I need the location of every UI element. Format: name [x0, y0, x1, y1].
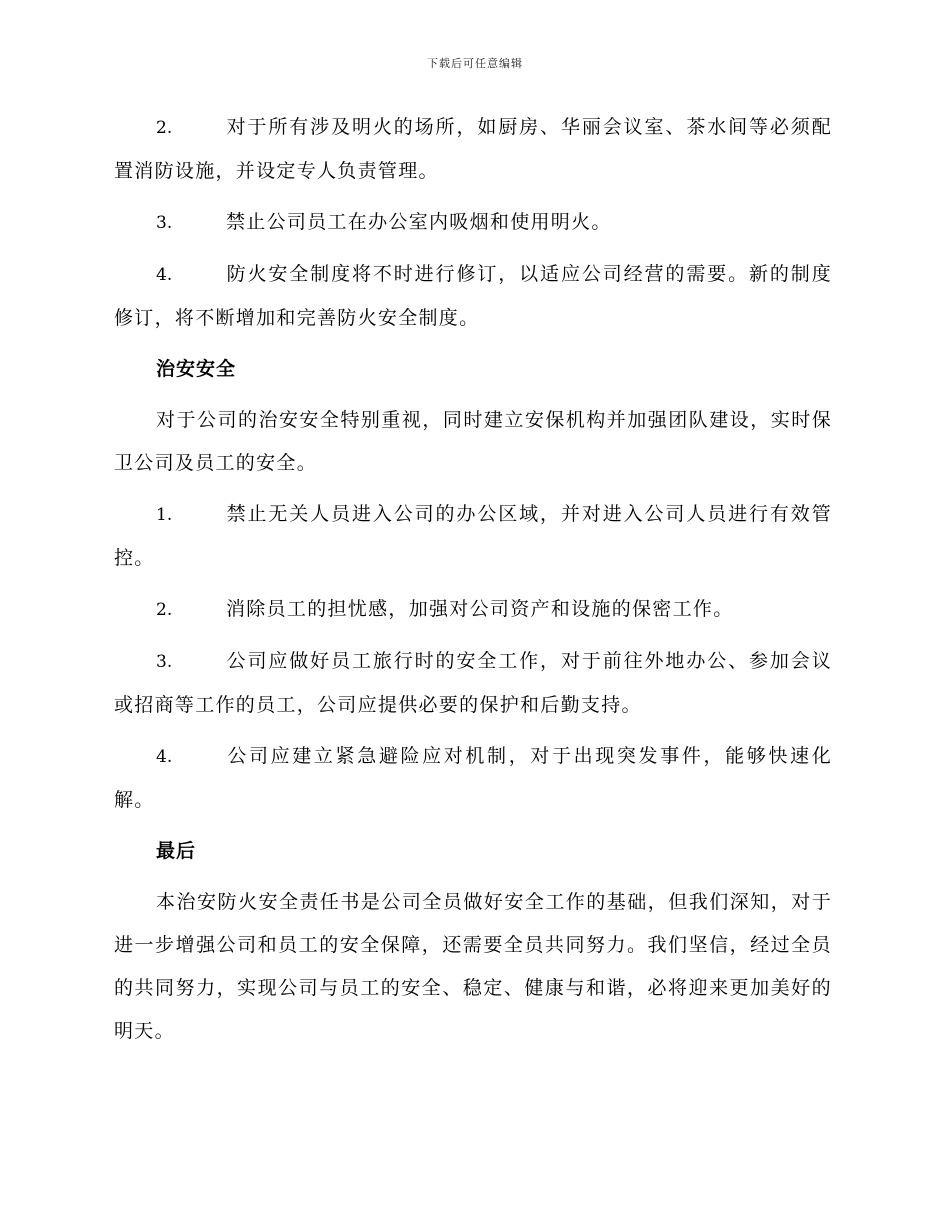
- list-item-security-1: [114, 493, 832, 580]
- list-item-security-2: [114, 588, 832, 632]
- list-item-text: 公司应建立紧急避险应对机制，对于出现突发事件，能够快速化解。: [114, 745, 832, 811]
- list-item-text: 防火安全制度将不时进行修订，以适应公司经营的需要。新的制度修订，将不断增加和完善防火安全制度。: [114, 263, 832, 329]
- list-number: 3.: [156, 652, 173, 672]
- list-number: 1.: [156, 505, 173, 525]
- section-heading-security: 治安安全: [156, 358, 237, 380]
- page-header: 下载后可任意编辑: [427, 57, 523, 70]
- list-item-text: 公司应做好员工旅行时的安全工作，对于前往外地办公、参加会议或招商等工作的员工，公司应提供必要的保护和后勤支持。: [114, 650, 832, 716]
- list-item-fire-2: [114, 106, 832, 193]
- list-number: 4.: [156, 265, 173, 285]
- list-item-fire-4: [114, 253, 832, 340]
- section-heading-final: 最后: [156, 840, 197, 862]
- list-item-text: 消除员工的担忧感，加强对公司资产和设施的保密工作。: [226, 598, 734, 620]
- list-number: 2.: [156, 118, 173, 138]
- document-body: [114, 106, 832, 1061]
- list-item-security-4: [114, 735, 832, 822]
- section-intro-security: 对于公司的治安安全特别重视，同时建立安保机构并加强团队建设，实时保卫公司及员工的安全。: [114, 409, 832, 474]
- list-number: 4.: [156, 747, 173, 767]
- list-item-text: 禁止公司员工在办公室内吸烟和使用明火。: [226, 211, 612, 233]
- list-item-security-3: [114, 640, 832, 727]
- list-number: 3.: [156, 213, 173, 233]
- list-item-fire-3: [114, 201, 832, 245]
- list-item-text: 禁止无关人员进入公司的办公区域，并对进入公司人员进行有效管控。: [114, 503, 832, 569]
- section-body-final: 本治安防火安全责任书是公司全员做好安全工作的基础，但我们深知，对于进一步增强公司和员工的安全保障，还需要全员共同努力。我们坚信，经过全员的共同努力，实现公司与员工的安全、稳定、健康与和谐，必将迎来更加美好的明天。: [114, 891, 832, 1042]
- list-item-text: 对于所有涉及明火的场所，如厨房、华丽会议室、茶水间等必须配置消防设施，并设定专人负责管理。: [114, 116, 832, 182]
- list-number: 2.: [156, 600, 173, 620]
